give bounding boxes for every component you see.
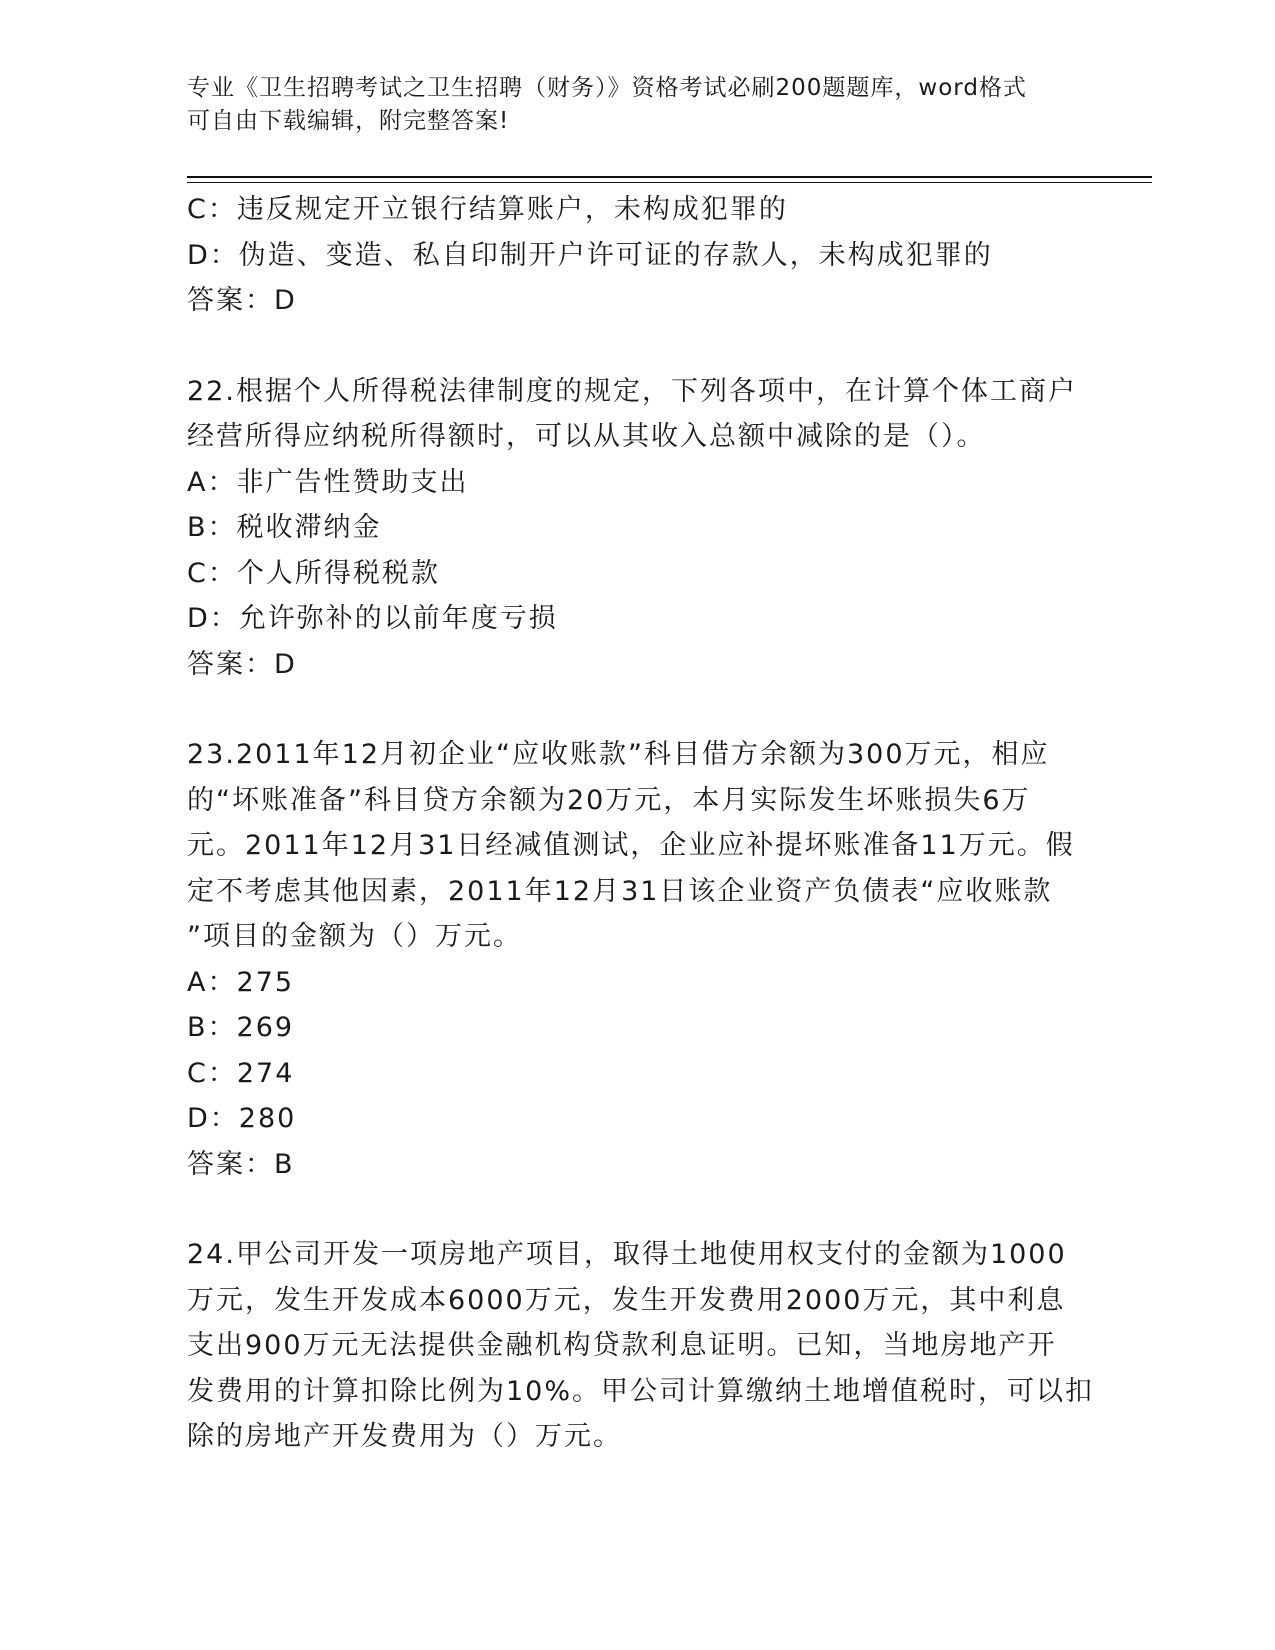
question-stem-line: 的“坏账准备”科目贷方余额为20万元，本月实际发生坏账损失6万 <box>187 784 1031 816</box>
page-header <box>187 72 1067 138</box>
question-23 <box>187 732 1087 1187</box>
answer-line: 答案：B <box>187 1148 295 1180</box>
option-line: A：275 <box>187 966 295 998</box>
question-stem-line: 22.根据个人所得税法律制度的规定，下列各项中，在计算个体工商户 <box>187 375 1077 407</box>
question-22 <box>187 369 1087 688</box>
option-line: B：269 <box>187 1012 295 1043</box>
option-line: D：伪造、变造、私自印制开户许可证的存款人，未构成犯罪的 <box>187 239 993 271</box>
question-stem-line: 23.2011年12月初企业“应收账款”科目借方余额为300万元，相应 <box>187 739 1050 770</box>
question-stem-line: 元。2011年12月31日经减值测试，企业应补提坏账准备11万元。假 <box>187 830 1075 861</box>
question-stem-line: ”项目的金额为（）万元。 <box>187 921 522 952</box>
header-line: 可自由下载编辑，附完整答案! <box>187 108 510 134</box>
question-24 <box>187 1232 1095 1460</box>
option-line: D：允许弥补的以前年度亏损 <box>187 603 558 634</box>
question-stem-line: 发费用的计算扣除比例为10%。甲公司计算缴纳土地增值税时，可以扣 <box>187 1375 1095 1407</box>
question-carryover <box>187 187 1087 324</box>
document-body <box>187 187 1095 1460</box>
option-line: A：非广告性赞助支出 <box>187 466 469 498</box>
answer-line: 答案：D <box>187 285 297 316</box>
question-stem-line: 定不考虑其他因素，2011年12月31日该企业资产负债表“应收账款 <box>187 875 1053 907</box>
question-stem-line: 支出900万元无法提供金融机构贷款利息证明。已知，当地房地产开 <box>187 1330 1057 1361</box>
header-line: 专业《卫生招聘考试之卫生招聘（财务）》资格考试必刷200题题库，word格式 <box>187 75 1027 101</box>
question-stem-line: 经营所得应纳税所得额时，可以从其收入总额中减除的是（）。 <box>187 421 986 452</box>
header-divider-thin <box>187 182 1152 183</box>
header-divider-thick <box>187 176 1152 178</box>
answer-line: 答案：D <box>187 648 297 680</box>
option-line: B：税收滞纳金 <box>187 512 382 543</box>
option-line: D：280 <box>187 1103 297 1134</box>
option-line: C：个人所得税税款 <box>187 557 440 589</box>
option-line: C：274 <box>187 1057 295 1089</box>
option-line: C：违反规定开立银行结算账户，未构成犯罪的 <box>187 194 788 225</box>
question-stem-line: 24.甲公司开发一项房地产项目，取得土地使用权支付的金额为1000 <box>187 1239 1067 1270</box>
question-stem-line: 万元，发生开发成本6000万元，发生开发费用2000万元，其中利息 <box>187 1284 1066 1316</box>
question-stem-line: 除的房地产开发费用为（）万元。 <box>187 1421 622 1452</box>
